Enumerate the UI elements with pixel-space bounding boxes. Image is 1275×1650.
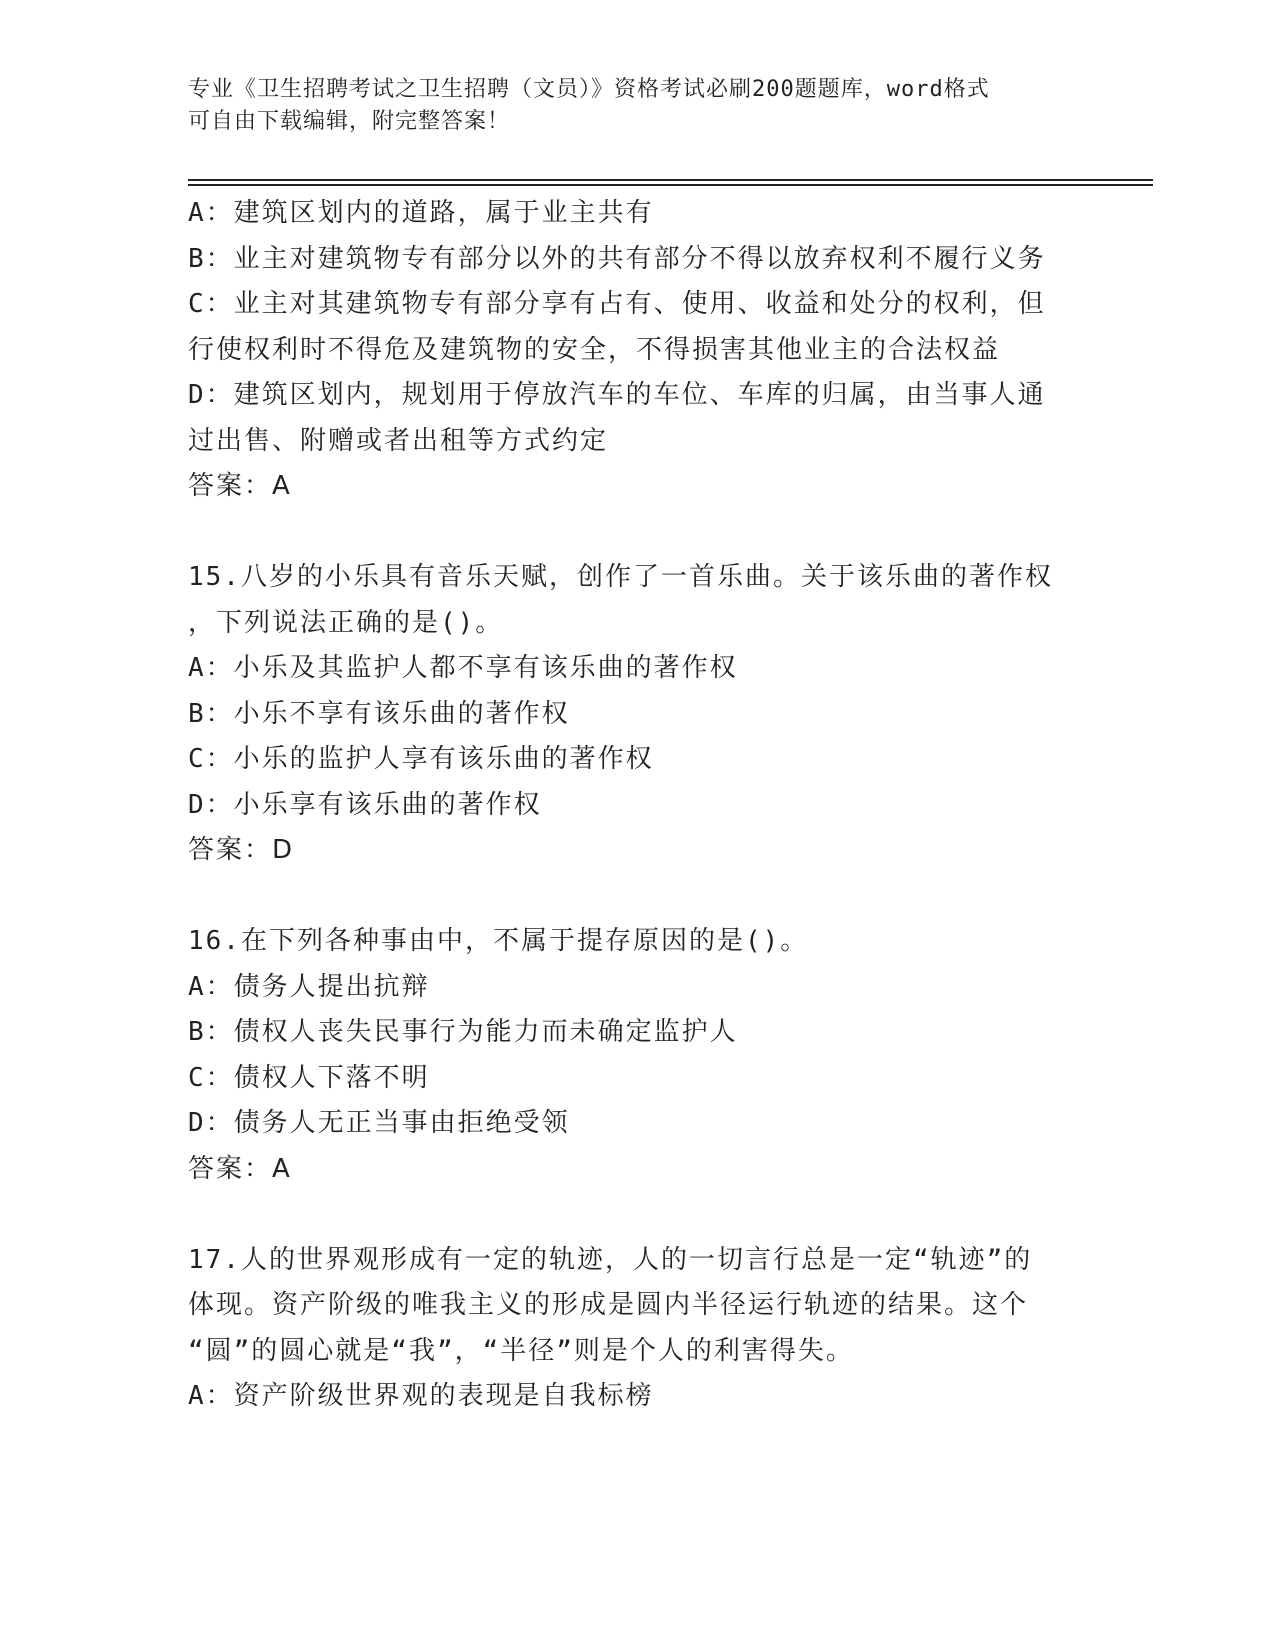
q15-stem-line-1: 15.八岁的小乐具有音乐天赋，创作了一首乐曲。关于该乐曲的著作权 — [188, 562, 1053, 592]
question-content — [188, 191, 1088, 1420]
q15-option-d: D：小乐享有该乐曲的著作权 — [188, 789, 542, 820]
q17-option-a: A：资产阶级世界观的表现是自我标榜 — [188, 1381, 654, 1411]
q15-option-c: C：小乐的监护人享有该乐曲的著作权 — [188, 744, 654, 774]
header-divider-bottom — [188, 184, 1153, 186]
q15-answer: 答案：D — [188, 835, 295, 865]
question-spacer — [188, 874, 1088, 920]
header-line-1: 专业《卫生招聘考试之卫生招聘（文员）》资格考试必刷200题题库，word格式 — [188, 77, 990, 102]
question-spacer — [188, 1192, 1088, 1238]
q14-option-d-line-1: D：建筑区划内，规划用于停放汽车的车位、车库的归属，由当事人通 — [188, 380, 1046, 410]
question-14 — [188, 191, 1088, 510]
question-15 — [188, 555, 1088, 874]
q17-stem-line-3: “圆”的圆心就是“我”，“半径”则是个人的利害得失。 — [188, 1335, 854, 1366]
question-spacer — [188, 510, 1088, 556]
header-line-2: 可自由下载编辑，附完整答案！ — [188, 109, 511, 134]
q14-option-b: B：业主对建筑物专有部分以外的共有部分不得以放弃权利不履行义务 — [188, 243, 1046, 274]
q17-stem-line-2: 体现。资产阶级的唯我主义的形成是圆内半径运行轨迹的结果。这个 — [188, 1290, 1029, 1320]
q14-option-c-line-1: C：业主对其建筑物专有部分享有占有、使用、收益和处分的权利，但 — [188, 289, 1046, 319]
question-16 — [188, 919, 1088, 1192]
q16-answer: 答案：A — [188, 1153, 292, 1184]
q14-answer: 答案：A — [188, 471, 292, 501]
q16-option-d: D：债务人无正当事由拒绝受领 — [188, 1108, 570, 1138]
q16-option-b: B：债权人丧失民事行为能力而未确定监护人 — [188, 1017, 738, 1047]
header-divider-top — [188, 179, 1153, 181]
q15-option-a: A：小乐及其监护人都不享有该乐曲的著作权 — [188, 653, 738, 683]
q15-stem-line-2: ，下列说法正确的是()。 — [188, 607, 504, 638]
q15-option-b: B：小乐不享有该乐曲的著作权 — [188, 698, 570, 729]
q16-stem-line-1: 16.在下列各种事由中，不属于提存原因的是()。 — [188, 926, 809, 956]
q14-option-a: A：建筑区划内的道路，属于业主共有 — [188, 198, 654, 228]
q14-option-c-line-2: 行使权利时不得危及建筑物的安全，不得损害其他业主的合法权益 — [188, 334, 1001, 365]
question-17 — [188, 1238, 1088, 1420]
q16-option-c: C：债权人下落不明 — [188, 1062, 430, 1093]
q17-stem-line-1: 17.人的世界观形成有一定的轨迹，人的一切言行总是一定“轨迹”的 — [188, 1244, 1033, 1275]
document-header — [188, 74, 1068, 138]
q14-option-d-line-2: 过出售、附赠或者出租等方式约定 — [188, 425, 609, 456]
q16-option-a: A：债务人提出抗辩 — [188, 971, 430, 1002]
